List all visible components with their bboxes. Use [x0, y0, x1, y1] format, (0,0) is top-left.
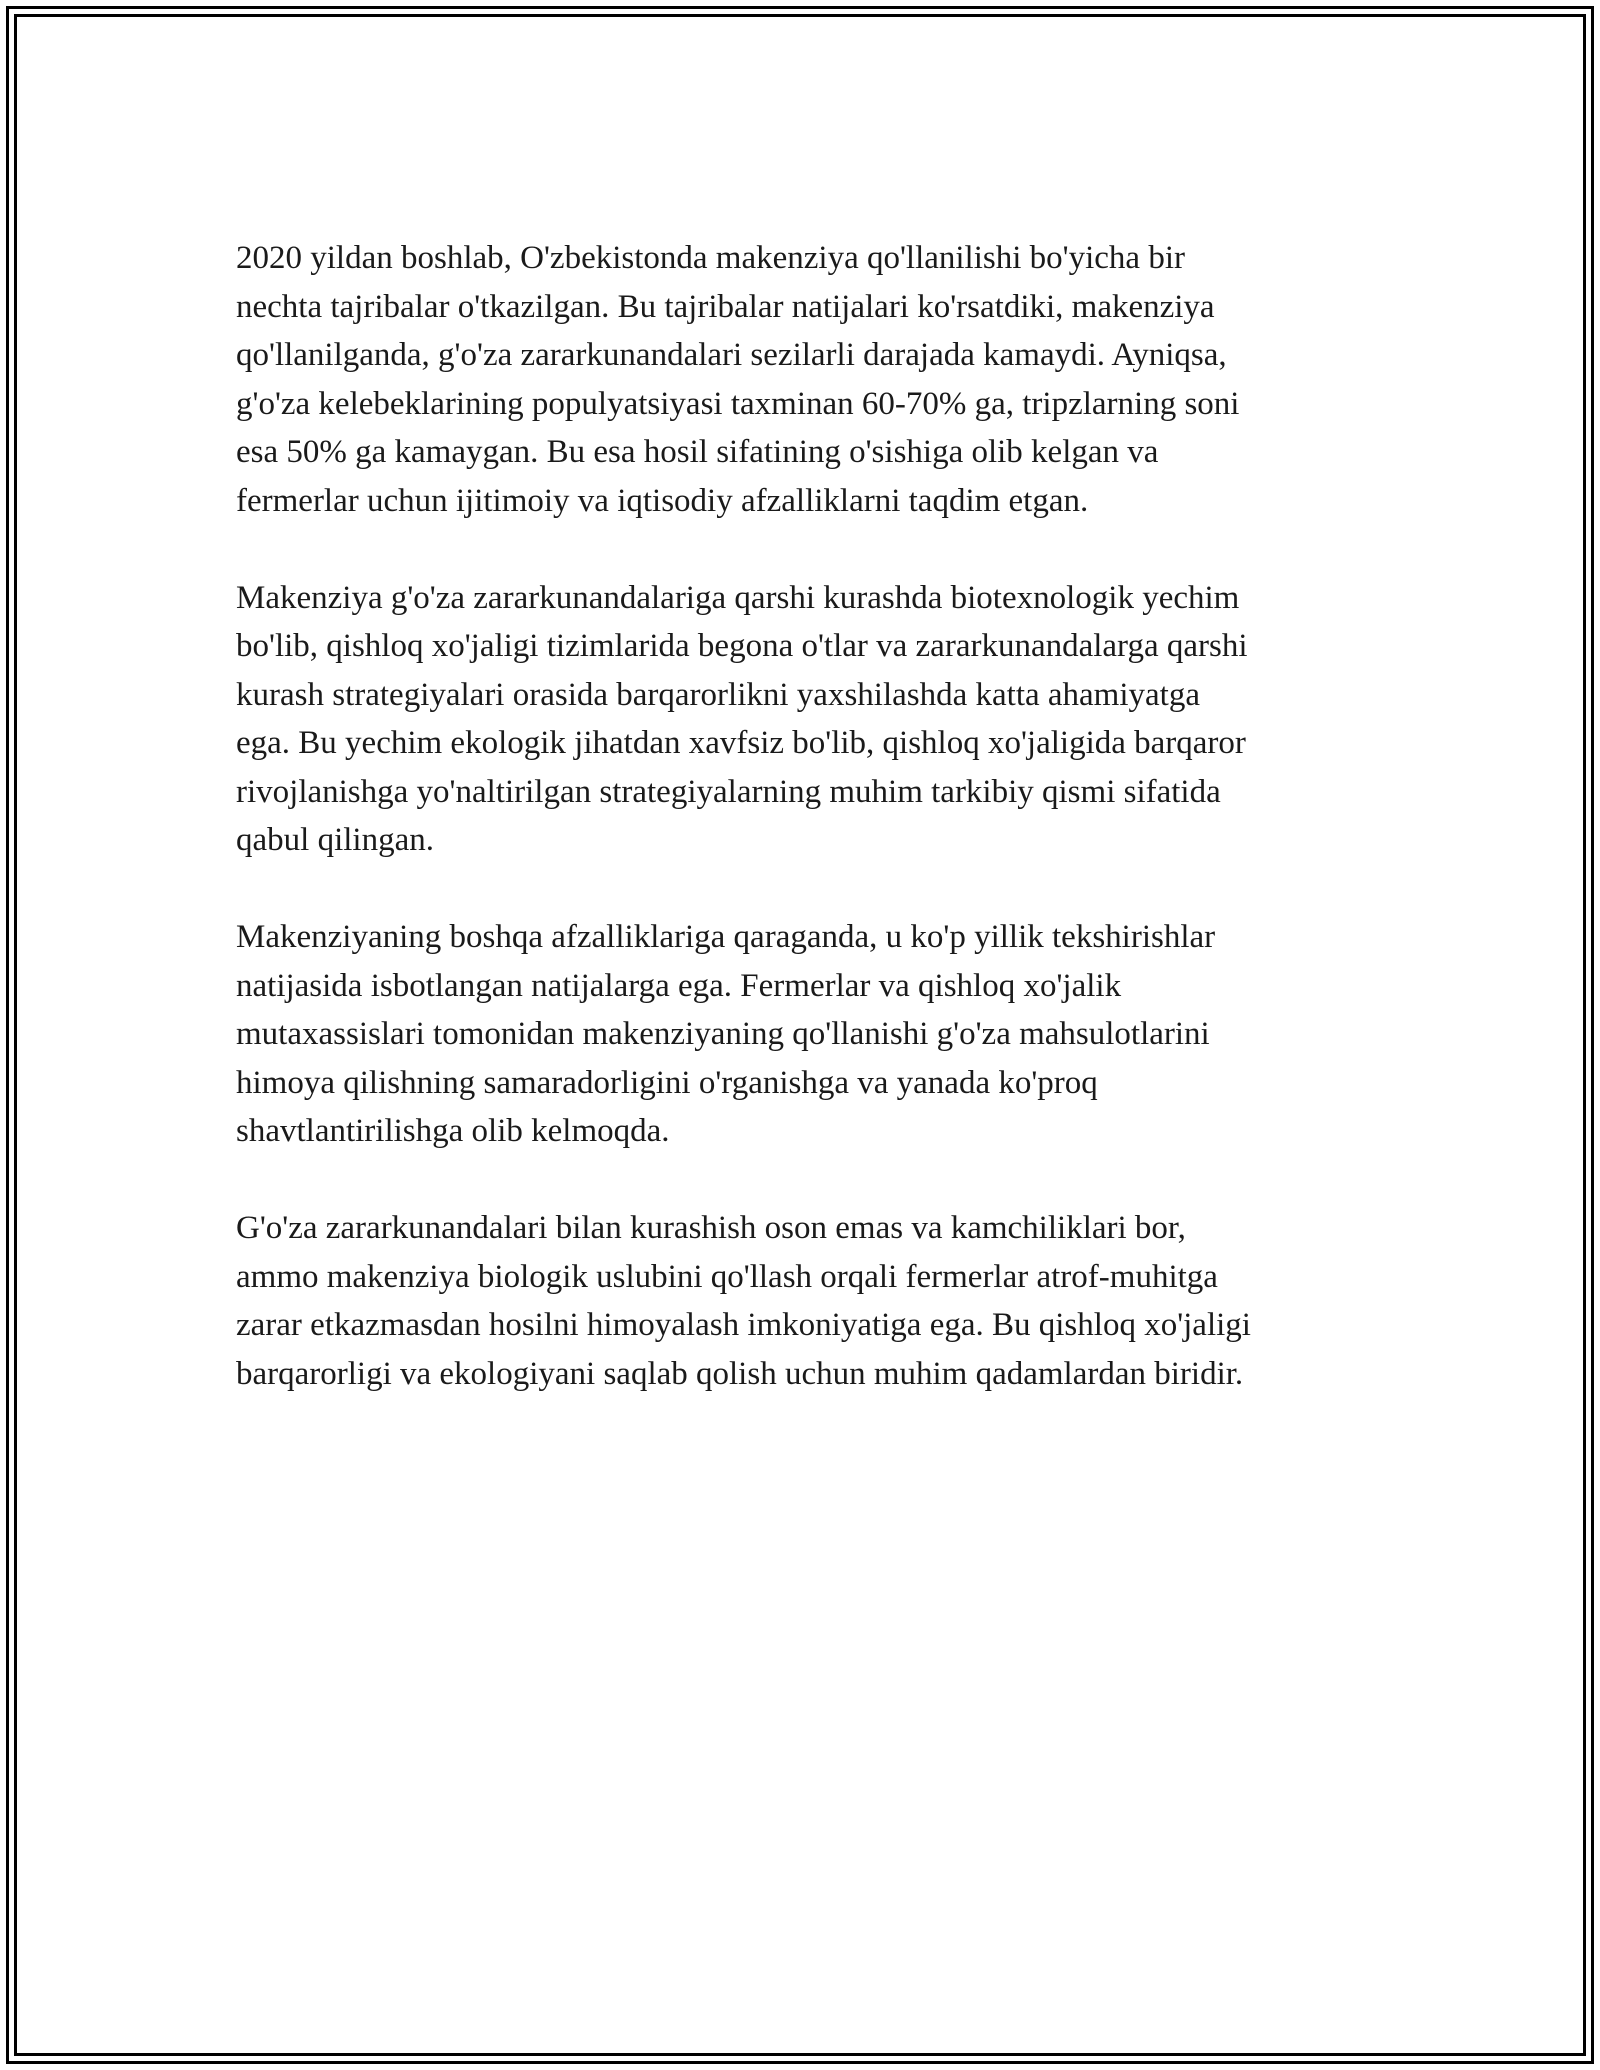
text-line: nechta tajribalar o'tkazilgan. Bu tajribalar natijalari ko'rsatdiki, makenziya [236, 288, 1215, 325]
paragraph-1 [236, 234, 1396, 525]
paragraph-2 [236, 574, 1396, 865]
text-line: Makenziyaning boshqa afzalliklariga qaraganda, u ko'p yillik tekshirishlar [236, 919, 1216, 955]
text-line: rivojlanishga yo'naltirilgan strategiyalarning muhim tarkibiy qismi sifatida [236, 773, 1221, 810]
text-line: natijasida isbotlangan natijalarga ega. Fermerlar va qishloq xo'jalik [236, 967, 1122, 1004]
text-line: 2020 yildan boshlab, O'zbekistonda makenziya qo'llanilishi bo'yicha bir [236, 240, 1185, 276]
text-line: esa 50% ga kamaygan. Bu esa hosil sifatining o'sishiga olib kelgan va [236, 434, 1159, 470]
text-line: g'o'za kelebeklarining populyatsiyasi taxminan 60-70% ga, tripzlarning soni [236, 385, 1240, 422]
text-line: qo'llanilganda, g'o'za zararkunandalari sezilarli darajada kamaydi. Ayniqsa, [236, 337, 1227, 373]
text-line: zarar etkazmasdan hosilni himoyalash imkoniyatiga ega. Bu qishloq xo'jaligi [236, 1307, 1251, 1343]
text-line: qabul qilingan. [236, 822, 434, 858]
text-line: kurash strategiyalari orasida barqarorlikni yaxshilashda katta ahamiyatga [236, 676, 1200, 713]
paragraph-4 [236, 1204, 1396, 1398]
document-body [236, 234, 1396, 1447]
text-line: mutaxassislari tomonidan makenziyaning qo'llanishi g'o'za mahsulotlarini [236, 1016, 1210, 1052]
text-line: shavtlantirilishga olib kelmoqda. [236, 1113, 670, 1149]
text-line: Makenziya g'o'za zararkunandalariga qarshi kurashda biotexnologik yechim [236, 579, 1240, 616]
text-line: ammo makenziya biologik uslubini qo'llash orqali fermerlar atrof-muhitga [236, 1258, 1218, 1295]
text-line: G'o'za zararkunandalari bilan kurashish oson emas va kamchiliklari bor, [236, 1210, 1186, 1246]
paragraph-3 [236, 913, 1396, 1156]
text-line: bo'lib, qishloq xo'jaligi tizimlarida begona o'tlar va zararkunandalarga qarshi [236, 628, 1248, 664]
text-line: ega. Bu yechim ekologik jihatdan xavfsiz bo'lib, qishloq xo'jaligida barqaror [236, 725, 1246, 761]
text-line: himoya qilishning samaradorligini o'rganishga va yanada ko'proq [236, 1064, 1098, 1101]
text-line: barqarorligi va ekologiyani saqlab qolish uchun muhim qadamlardan biridir. [236, 1355, 1244, 1392]
text-line: fermerlar uchun ijitimoiy va iqtisodiy afzalliklarni taqdim etgan. [236, 482, 1089, 519]
